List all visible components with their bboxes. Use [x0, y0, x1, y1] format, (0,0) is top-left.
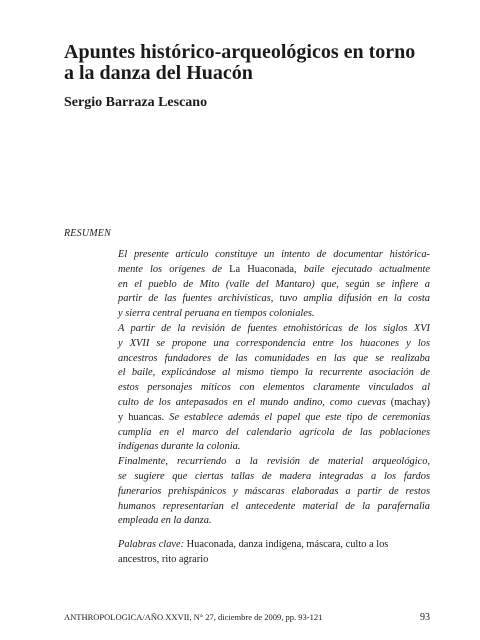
abstract-line: partir de las fuentes archivísticas, tuvo amplia difusión en la costa	[118, 293, 430, 305]
abstract-line: funerarios prehispánicos y máscaras elaboradas a partir de restos	[118, 485, 430, 497]
author-name: Sergio Barraza Lescano	[64, 95, 208, 110]
keywords-block	[118, 538, 430, 568]
abstract-heading: RESUMEN	[64, 228, 111, 239]
abstract-line: indígenas durante la colonia.	[118, 441, 241, 453]
abstract-line: culto de los antepasados en el mundo andino, como cuevas (machay)	[118, 396, 430, 408]
abstract-line: Finalmente, recurriendo a la revisión de material arqueológico,	[118, 456, 430, 468]
abstract-line: y huancas. Se establece además el papel que este tipo de ceremonias	[118, 411, 430, 423]
abstract-line: empleada en la danza.	[118, 515, 212, 527]
journal-citation: ANTHROPOLOGICA/AÑO XXVII, N° 27, diciembre de 2009, pp. 93-121	[64, 612, 323, 622]
title-line: Apuntes histórico-arqueológicos en torno	[64, 41, 416, 63]
keywords-line	[118, 538, 430, 553]
page-footer	[64, 612, 430, 623]
abstract-line: estos personajes míticos con elementos claramente vinculados al	[118, 382, 430, 394]
article-title	[64, 42, 444, 84]
keywords-label: Palabras clave:	[118, 539, 185, 550]
abstract-line: el baile, explicándose al mismo tiempo la recurrente asociación de	[118, 367, 430, 379]
title-line: a la danza del Huacón	[64, 62, 253, 84]
abstract-line: mente los orígenes de La Huaconada, baile ejecutado actualmente	[118, 263, 430, 275]
abstract-line: y sierra central peruana en tiempos coloniales.	[118, 308, 315, 320]
abstract-body	[118, 248, 430, 529]
abstract-line: cumplía en el marco del calendario agrícola de las poblaciones	[118, 426, 430, 438]
abstract-line: humanos representarían el antecedente material de la parafernalia	[118, 500, 430, 512]
page-number: 93	[420, 612, 430, 623]
abstract-line: se sugiere que ciertas tallas de madera integradas a los fardos	[118, 470, 430, 482]
abstract-line: A partir de la revisión de fuentes etnohistóricas de los siglos XVI	[118, 322, 430, 334]
abstract-line: ancestros fundadores de las comunidades en las que se realizaba	[118, 352, 430, 364]
keywords-text: Huaconada, danza indígena, máscara, culto a los	[184, 539, 389, 550]
abstract-line: en el pueblo de Mito (valle del Mantaro) que, según se infiere a	[118, 278, 430, 290]
keywords-line: ancestros, rito agrario	[118, 553, 209, 565]
abstract-line: y XVII se propone una correspondencia entre los huacones y los	[118, 337, 430, 349]
abstract-line: El presente artículo constituye un intento de documentar histórica-	[118, 249, 430, 260]
